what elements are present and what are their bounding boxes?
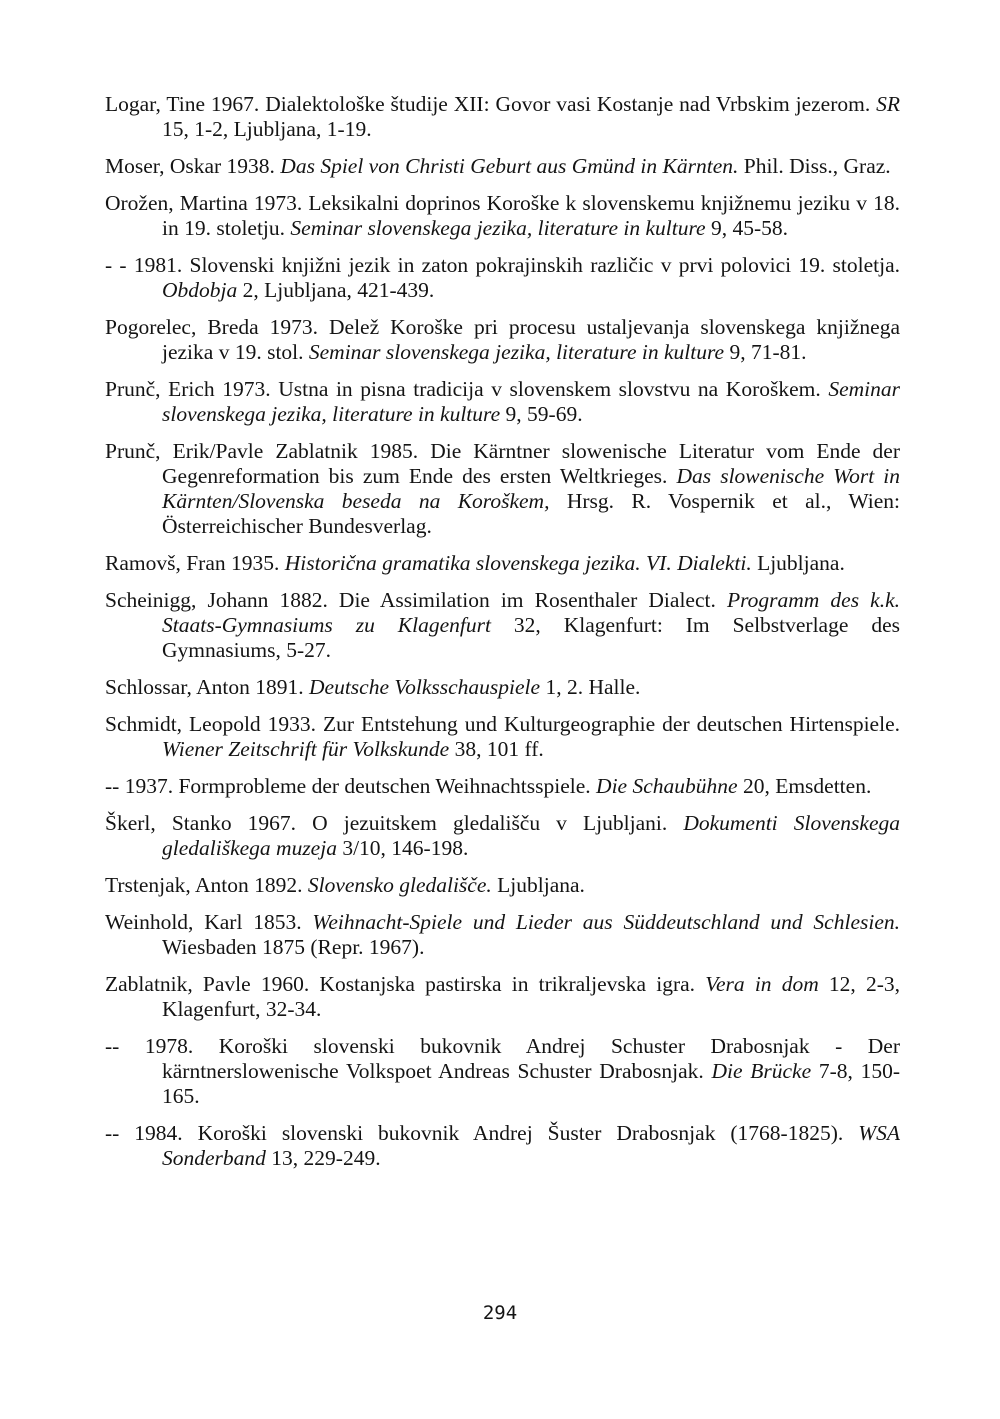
reference-text-segment: 9, 71-81. xyxy=(724,340,807,364)
reference-italic-segment: SR xyxy=(876,92,900,116)
reference-text-segment: Moser, Oskar 1938. xyxy=(105,154,281,178)
reference-text-segment: Logar, Tine 1967. Dialektološke študije XII: Govor vasi Kostanje nad Vrbskim jezerom. xyxy=(105,92,877,116)
reference-text-segment: 2, Ljubljana, 421-439. xyxy=(237,278,435,302)
reference-entry xyxy=(105,191,900,241)
reference-text-segment: Ramovš, Fran 1935. xyxy=(105,551,285,575)
reference-entry xyxy=(105,315,900,365)
reference-entry xyxy=(105,873,900,898)
reference-italic-segment: Vera in dom xyxy=(705,972,819,996)
reference-text-segment: Phil. Diss., Graz. xyxy=(738,154,891,178)
reference-text-segment: Scheinigg, Johann 1882. Die Assimilation im Rosenthaler Dialect. xyxy=(105,588,727,612)
reference-entry xyxy=(105,551,900,576)
reference-text-segment: Schmidt, Leopold 1933. Zur Entstehung und Kulturgeographie der deutschen Hirtenspiele. xyxy=(105,712,900,736)
reference-entry xyxy=(105,910,900,960)
reference-text-segment: - - 1981. Slovenski knjižni jezik in zaton pokrajinskih različic v prvi polovici 19. stoletja. xyxy=(105,253,900,277)
reference-italic-segment: Obdobja xyxy=(162,278,238,302)
reference-italic-segment: Seminar slovenskega jezika, literature in kulture xyxy=(290,216,706,240)
reference-text-segment: Ljubljana. xyxy=(491,873,585,897)
page-number: 294 xyxy=(482,1302,518,1324)
reference-entry xyxy=(105,1121,900,1171)
reference-text-segment: Prunč, Erik/Pavle Zablatnik 1985. Die Kärntner slowenische Literatur vom Ende der Gegenreformation bis zum Ende des ersten Weltkrieges. xyxy=(105,439,900,488)
reference-entry xyxy=(105,377,900,427)
reference-italic-segment: Seminar slovenskega jezika, literature in kulture xyxy=(162,377,900,426)
reference-entry xyxy=(105,253,900,303)
reference-text-segment: 20, Emsdetten. xyxy=(737,774,872,798)
reference-text-segment: Pogorelec, Breda 1973. Delež Koroške pri procesu ustaljevanja slovenskega knjižnega jezika v 19. stol. xyxy=(105,315,900,364)
reference-entry xyxy=(105,811,900,861)
reference-text-segment: 32, Klagenfurt: Im Selbstverlage des Gymnasiums, 5-27. xyxy=(162,613,900,662)
reference-text-segment: 15, 1-2, Ljubljana, 1-19. xyxy=(162,117,372,141)
reference-text-segment: Trstenjak, Anton 1892. xyxy=(105,873,308,897)
reference-italic-segment: Deutsche Volksschauspiele xyxy=(309,675,541,699)
reference-entry xyxy=(105,439,900,539)
reference-text-segment: -- 1978. Koroški slovenski bukovnik Andrej Schuster Drabosnjak - Der kärntnerslowenische Volkspoet Andreas Schuster Drabosnjak. xyxy=(105,1034,900,1083)
reference-entry xyxy=(105,1034,900,1109)
reference-italic-segment: Das slowenische Wort in Kärnten/Slovenska beseda na Koroškem, xyxy=(162,464,900,513)
reference-italic-segment: Programm des k.k. Staats-Gymnasiums zu Klagenfurt xyxy=(162,588,900,637)
reference-entry xyxy=(105,588,900,663)
reference-text-segment: Weinhold, Karl 1853. xyxy=(105,910,313,934)
reference-italic-segment: Die Brücke xyxy=(711,1059,812,1083)
reference-text-segment: Ljubljana. xyxy=(751,551,845,575)
reference-italic-segment: Weihnacht-Spiele und Lieder aus Süddeutschland und Schlesien. xyxy=(312,910,900,934)
reference-entry xyxy=(105,154,900,179)
reference-italic-segment: Wiener Zeitschrift für Volkskunde xyxy=(162,737,450,761)
reference-text-segment: Schlossar, Anton 1891. xyxy=(105,675,309,699)
reference-italic-segment: WSA Sonderband xyxy=(162,1121,900,1170)
reference-text-segment: Prunč, Erich 1973. Ustna in pisna tradicija v slovenskem slovstvu na Koroškem. xyxy=(105,377,829,401)
reference-entry xyxy=(105,972,900,1022)
reference-text-segment: 9, 59-69. xyxy=(500,402,583,426)
reference-italic-segment: Seminar slovenskega jezika, literature in kulture xyxy=(308,340,725,364)
reference-entry xyxy=(105,92,900,142)
reference-text-segment: -- 1937. Formprobleme der deutschen Weihnachtsspiele. xyxy=(105,774,597,798)
reference-text-segment: 1, 2. Halle. xyxy=(540,675,641,699)
reference-italic-segment: Dokumenti Slovenskega gledališkega muzeja xyxy=(162,811,900,860)
reference-text-segment: Wiesbaden 1875 (Repr. 1967). xyxy=(162,935,425,959)
reference-italic-segment: Die Schaubühne xyxy=(596,774,738,798)
reference-text-segment: Škerl, Stanko 1967. O jezuitskem gledališču v Ljubljani. xyxy=(105,811,684,835)
reference-text-segment: 12, 2-3, Klagenfurt, 32-34. xyxy=(162,972,901,1021)
reference-text-segment: 9, 45-58. xyxy=(705,216,789,240)
reference-text-segment: Orožen, Martina 1973. Leksikalni doprinos Koroške k slovenskemu knjižnemu jeziku v 18. in 19. stoletju. xyxy=(105,191,900,240)
reference-text-segment: 3/10, 146-198. xyxy=(336,836,469,860)
reference-text-segment: 38, 101 ff. xyxy=(449,737,544,761)
reference-text-segment: Hrsg. R. Vospernik et al., Wien: Österreichischer Bundesverlag. xyxy=(162,489,900,538)
reference-text-segment: 7-8, 150-165. xyxy=(162,1059,900,1108)
reference-text-segment: Zablatnik, Pavle 1960. Kostanjska pastirska in trikraljevska igra. xyxy=(105,972,706,996)
reference-entry xyxy=(105,712,900,762)
reference-italic-segment: Das Spiel von Christi Geburt aus Gmünd in Kärnten. xyxy=(280,154,739,178)
reference-text-segment: -- 1984. Koroški slovenski bukovnik Andrej Šuster Drabosnjak (1768-1825). xyxy=(105,1121,859,1145)
reference-italic-segment: Historična gramatika slovenskega jezika. VI. Dialekti. xyxy=(284,551,752,575)
reference-italic-segment: Slovensko gledališče. xyxy=(307,873,492,897)
reference-entry xyxy=(105,675,900,700)
reference-list xyxy=(105,92,900,1183)
reference-entry xyxy=(105,774,900,799)
reference-text-segment: 13, 229-249. xyxy=(265,1146,381,1170)
